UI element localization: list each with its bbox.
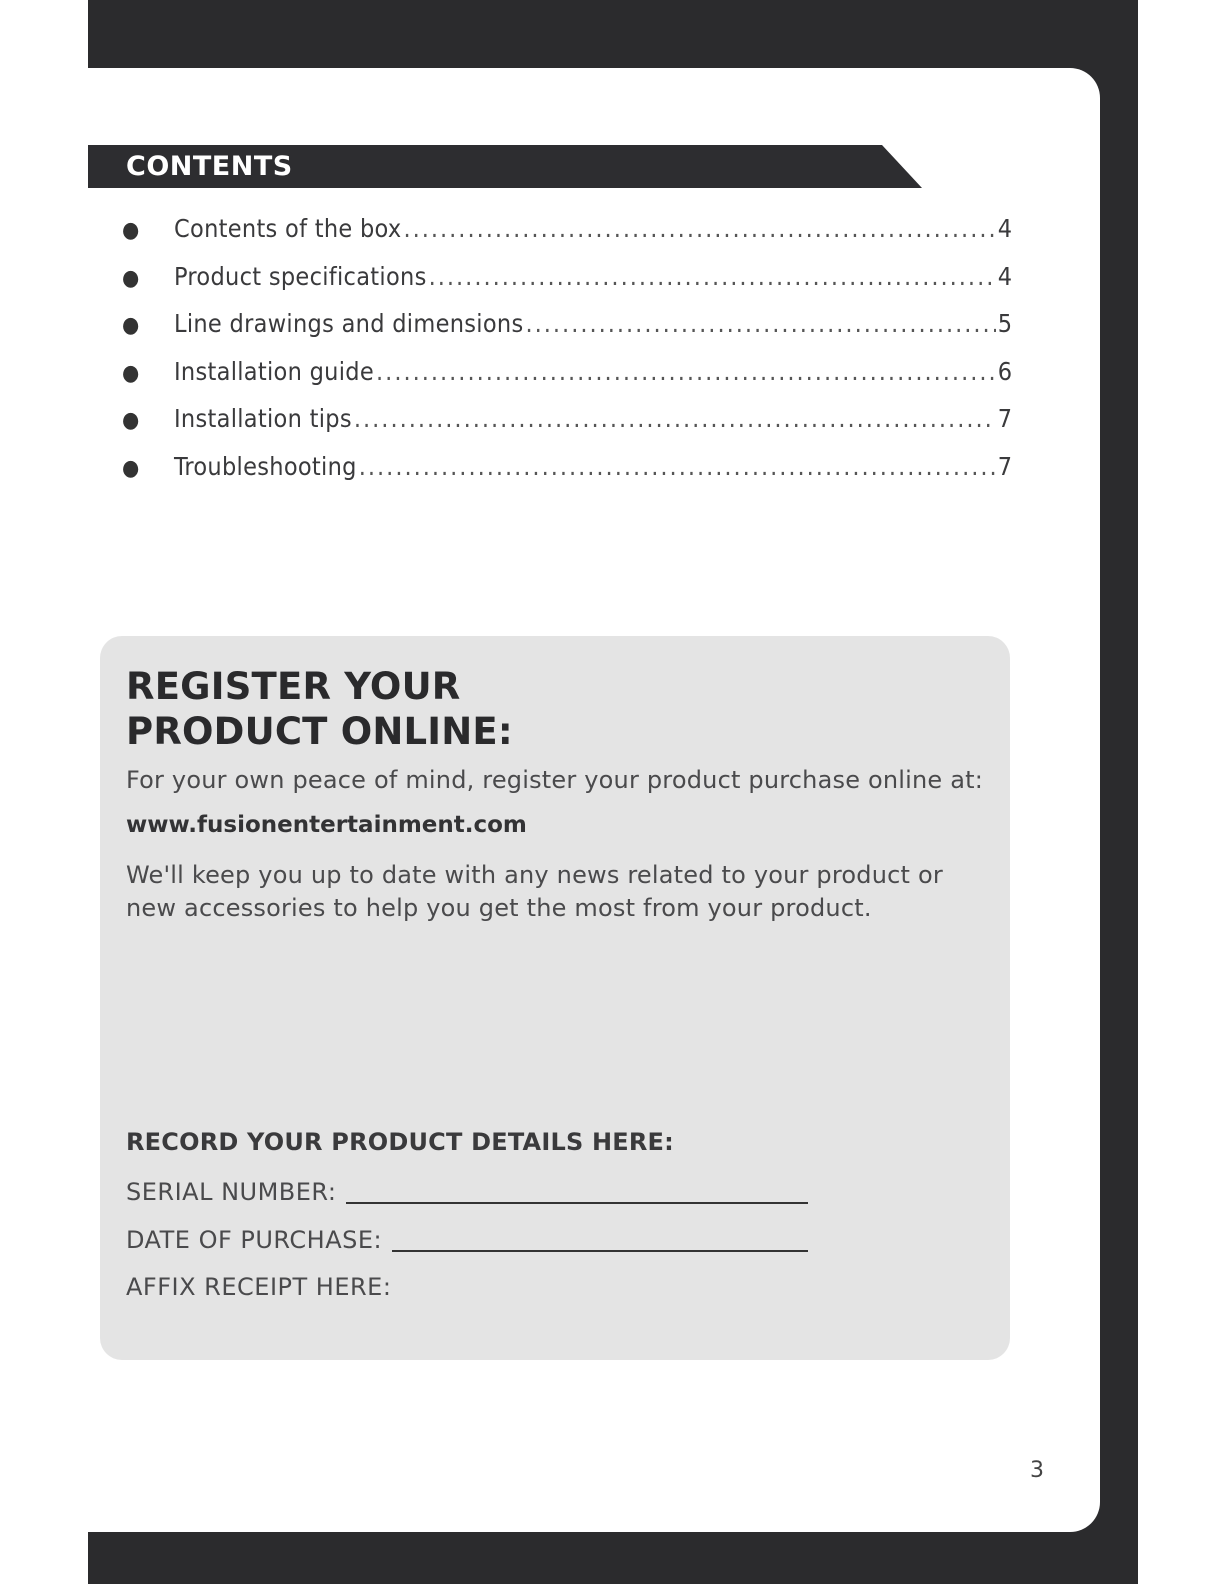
register-heading-line2: PRODUCT ONLINE: bbox=[126, 710, 513, 753]
register-url-link[interactable]: www.fusionentertainment.com bbox=[126, 812, 527, 838]
toc-item[interactable] bbox=[122, 262, 1012, 310]
page-number: 3 bbox=[1030, 1458, 1044, 1483]
toc-item[interactable] bbox=[122, 309, 1012, 357]
record-details-heading: RECORD YOUR PRODUCT DETAILS HERE: bbox=[126, 1128, 674, 1156]
date-of-purchase-line[interactable] bbox=[392, 1250, 808, 1252]
toc-item-page: 7 bbox=[997, 451, 1012, 481]
contents-heading: CONTENTS bbox=[126, 151, 293, 182]
toc-item-page: 4 bbox=[997, 261, 1012, 291]
date-of-purchase-label: DATE OF PURCHASE: bbox=[126, 1226, 383, 1254]
serial-number-line[interactable] bbox=[346, 1202, 808, 1204]
table-of-contents bbox=[122, 214, 1012, 499]
toc-item-label: Contents of the box bbox=[174, 214, 402, 243]
bullet-icon: ● bbox=[122, 313, 140, 338]
toc-item-page: 4 bbox=[997, 214, 1012, 243]
toc-leader-dots bbox=[525, 309, 995, 338]
toc-item[interactable] bbox=[122, 404, 1012, 452]
toc-leader-dots bbox=[354, 404, 996, 433]
register-heading bbox=[126, 664, 513, 754]
bullet-icon: ● bbox=[122, 218, 140, 243]
toc-item[interactable] bbox=[122, 357, 1012, 405]
register-heading-line1: REGISTER YOUR bbox=[126, 665, 461, 708]
affix-receipt-field bbox=[126, 1273, 391, 1301]
toc-item-page: 5 bbox=[997, 309, 1012, 338]
toc-item-label: Line drawings and dimensions bbox=[174, 309, 524, 338]
toc-leader-dots bbox=[429, 262, 996, 291]
bullet-icon: ● bbox=[122, 455, 140, 481]
date-of-purchase-field[interactable] bbox=[126, 1226, 808, 1254]
toc-item-label: Installation tips bbox=[174, 404, 352, 433]
affix-receipt-label: AFFIX RECEIPT HERE: bbox=[126, 1273, 392, 1301]
toc-item-label: Product specifications bbox=[174, 261, 427, 291]
toc-item-page: 6 bbox=[997, 356, 1012, 386]
bullet-icon: ● bbox=[122, 265, 140, 291]
toc-leader-dots bbox=[403, 214, 995, 243]
toc-item-label: Troubleshooting bbox=[174, 451, 357, 481]
serial-number-label: SERIAL NUMBER: bbox=[126, 1178, 337, 1206]
toc-leader-dots bbox=[359, 452, 996, 481]
toc-leader-dots bbox=[376, 357, 996, 386]
serial-number-field[interactable] bbox=[126, 1178, 808, 1206]
bullet-icon: ● bbox=[122, 408, 140, 433]
register-intro: For your own peace of mind, register your product purchase online at: bbox=[126, 766, 984, 794]
toc-item[interactable] bbox=[122, 214, 1012, 262]
toc-item[interactable] bbox=[122, 452, 1012, 500]
register-body: We'll keep you up to date with any news related to your product or new accessories to help you get the most from your product. bbox=[126, 861, 943, 922]
toc-item-page: 7 bbox=[997, 404, 1012, 433]
toc-item-label: Installation guide bbox=[174, 356, 375, 386]
bullet-icon: ● bbox=[122, 360, 140, 386]
